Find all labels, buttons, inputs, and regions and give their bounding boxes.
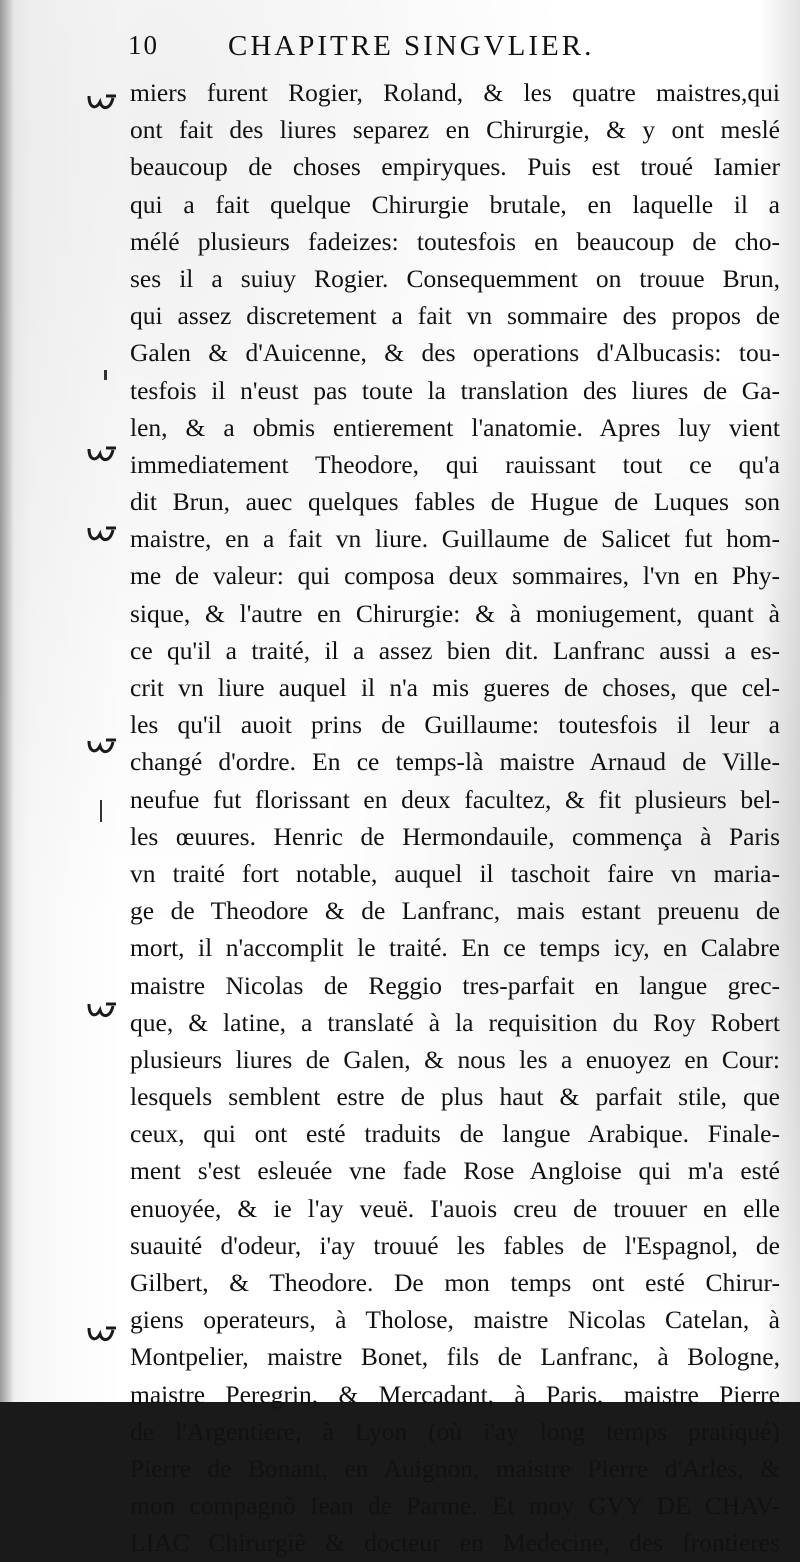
text-line: crit vn liure auquel il n'a mis gueres de choses, que cel- bbox=[130, 673, 780, 702]
text-line: mon compagnõ Iean de Parme. Et moy GVY DE CHAV- bbox=[130, 1491, 780, 1521]
text-line: me de valeur: qui composa deux sommaires, l'vn en Phy- bbox=[130, 561, 780, 591]
text-line: neufue fut florissant en deux facultez, & fit plusieurs bel- bbox=[130, 784, 780, 814]
text-line: lesquels semblent estre de plus haut & parfait stile, que bbox=[130, 1082, 780, 1112]
text-line: que, & latine, a translaté à la requisition du Roy Robert bbox=[130, 1007, 780, 1037]
page-number: 10 bbox=[128, 30, 159, 60]
body-text bbox=[130, 74, 780, 1562]
text-line: len, & a obmis entierement l'anatomie. Apres luy vient bbox=[130, 412, 780, 442]
text-line: immediatement Theodore, qui rauissant tout ce qu'a bbox=[130, 449, 780, 479]
page-gutter-shadow bbox=[0, 0, 14, 1402]
text-line: qui assez discretement a fait vn sommaire des propos de bbox=[130, 301, 780, 331]
text-line: ment s'est esleuée vne fade Rose Angloise qui m'a esté bbox=[130, 1156, 780, 1186]
text-line: plusieurs liures de Galen, & nous les a enuoyez en Cour: bbox=[130, 1044, 780, 1074]
margin-mark-icon bbox=[86, 1000, 120, 1022]
margin-mark-icon bbox=[86, 524, 120, 546]
margin-mark-icon bbox=[86, 443, 120, 465]
text-line: qui a fait quelque Chirurgie brutale, en laquelle il a bbox=[130, 189, 780, 219]
text-line: ceux, qui ont esté traduits de langue Arabique. Finale- bbox=[130, 1119, 780, 1149]
text-line: ont fait des liures separez en Chirurgie, & y ont meslé bbox=[130, 115, 780, 145]
text-line: enuoyée, & ie l'ay veuë. I'auois creu de trouuer en elle bbox=[130, 1193, 780, 1223]
text-line: maistre Nicolas de Reggio tres-parfait en langue grec- bbox=[130, 970, 780, 1000]
chapter-title: CHAPITRE SINGVLIER. bbox=[228, 30, 595, 62]
text-line: ses il a suiuy Rogier. Consequemment on trouue Brun, bbox=[130, 263, 780, 293]
text-line: LIAC Chirurgiẽ & docteur en Medecine, des frontieres bbox=[130, 1528, 780, 1558]
text-line: vn traité fort notable, auquel il taschoit faire vn maria- bbox=[130, 858, 780, 888]
text-line: tesfois il n'eust pas toute la translation des liures de Ga- bbox=[130, 375, 780, 405]
text-line: mort, il n'accomplit le traité. En ce temps icy, en Calabre bbox=[130, 933, 780, 963]
text-line: les qu'il auoit prins de Guillaume: toutesfois il leur a bbox=[130, 710, 780, 740]
margin-mark-icon bbox=[86, 736, 120, 758]
margin-mark-icon bbox=[86, 92, 120, 114]
text-line: maistre Peregrin, & Mercadant, à Paris, maistre Pierre bbox=[130, 1379, 780, 1409]
running-head bbox=[128, 30, 778, 70]
text-line: giens operateurs, à Tholose, maistre Nicolas Catelan, à bbox=[130, 1305, 780, 1335]
text-line: dit Brun, auec quelques fables de Hugue de Luques son bbox=[130, 487, 780, 517]
text-line: Montpelier, maistre Bonet, fils de Lanfranc, à Bologne, bbox=[130, 1342, 780, 1372]
text-line: ge de Theodore & de Lanfranc, mais estant preuenu de bbox=[130, 896, 780, 926]
stray-ink-mark bbox=[100, 800, 102, 822]
text-line: Galen & d'Auicenne, & des operations d'Albucasis: tou- bbox=[130, 338, 780, 368]
text-line: suauité d'odeur, i'ay trouué les fables de l'Espagnol, de bbox=[130, 1230, 780, 1260]
text-line: de l'Argentiere, à Lyon (où i'ay long temps pratiqué) bbox=[130, 1416, 780, 1446]
text-line: Pierre de Bonant, en Auignon, maistre Pierre d'Arles, & bbox=[130, 1453, 780, 1483]
text-line: sique, & l'autre en Chirurgie: & à moniugement, quant à bbox=[130, 598, 780, 628]
text-line: ce qu'il a traité, il a assez bien dit. Lanfranc aussi a es- bbox=[130, 635, 780, 665]
stray-ink-mark bbox=[104, 370, 107, 380]
text-line: les œuures. Henric de Hermondauile, commença à Paris bbox=[130, 821, 780, 851]
text-line: mélé plusieurs fadeizes: toutesfois en beaucoup de cho- bbox=[130, 226, 780, 256]
text-line: changé d'ordre. En ce temps-là maistre Arnaud de Ville- bbox=[130, 747, 780, 777]
margin-mark-icon bbox=[86, 1324, 120, 1346]
text-line: miers furent Rogier, Roland, & les quatre maistres,qui bbox=[130, 78, 780, 107]
text-line: maistre, en a fait vn liure. Guillaume de Salicet fut hom- bbox=[130, 524, 780, 554]
text-line: Gilbert, & Theodore. De mon temps ont esté Chirur- bbox=[130, 1268, 780, 1297]
text-line: beaucoup de choses empiryques. Puis est troué Iamier bbox=[130, 152, 780, 182]
